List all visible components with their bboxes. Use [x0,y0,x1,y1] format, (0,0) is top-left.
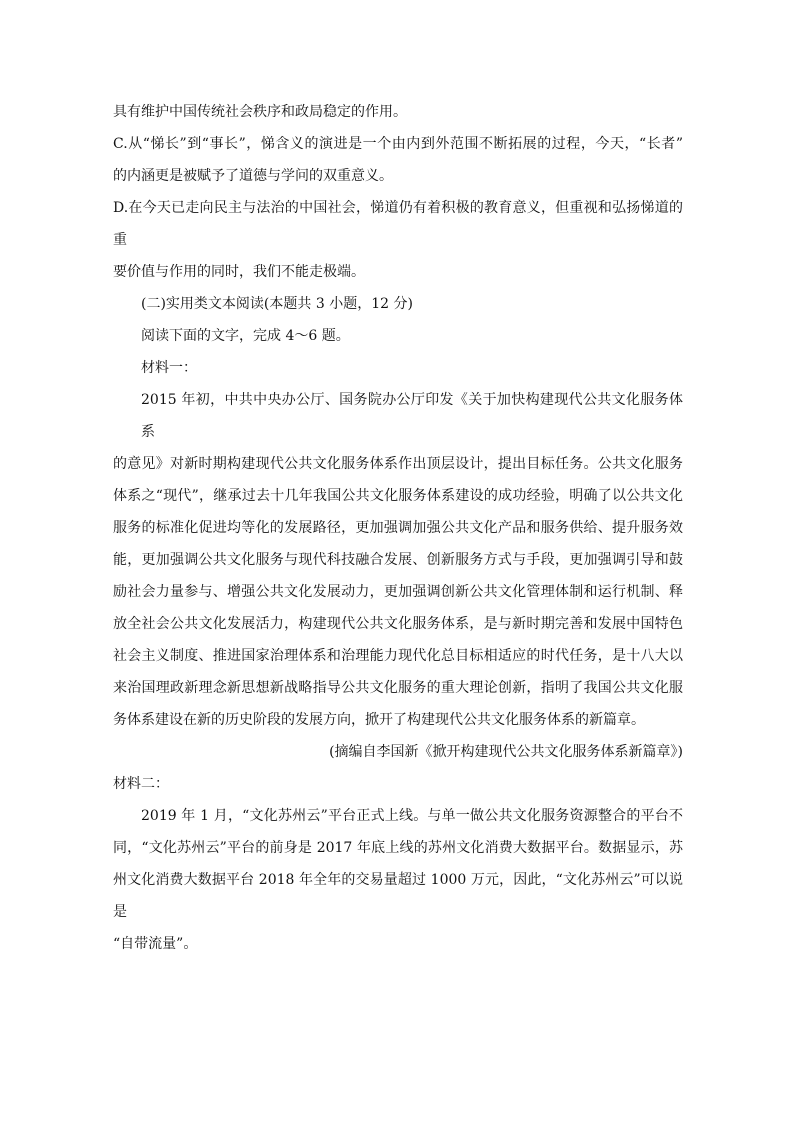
material-one-line-7: 放全社会公共文化发展活力，构建现代公共文化服务体系，是与新时期完善和发展中国特色 [113,616,683,632]
option-b-tail: 具有维护中国传统社会秩序和政局稳定的作用。 [113,104,407,120]
material-one-line-10: 务体系建设在新的历史阶段的发展方向，掀开了构建现代公共文化服务体系的新篇章。 [113,712,645,728]
material-two-line-1: 2019 年 1 月，“文化苏州云”平台正式上线。与单一做公共文化服务资源整合的平台不 [141,808,683,824]
material-one-line-4: 服务的标准化促进均等化的发展路径，更加强调加强公共文化产品和服务供给、提升服务效 [113,520,683,536]
option-d-line-2: 要价值与作用的同时，我们不能走极端。 [113,264,365,280]
option-c-line-2: 的内涵更是被赋予了道德与学问的双重意义。 [113,168,393,184]
material-two-line-4: “自带流量”。 [113,936,198,952]
material-one-label: 材料一： [141,360,197,376]
material-two-line-3: 州文化消费大数据平台 2018 年全年的交易量超过 1000 万元，因此，“文化苏州云”可以说是 [113,872,683,920]
material-one-line-6: 励社会力量参与、增强公共文化发展动力，更加强调创新公共文化管理体制和运行机制、释 [113,584,683,600]
material-one-line-5: 能，更加强调公共文化服务与现代科技融合发展、创新服务方式与手段，更加强调引导和鼓 [113,552,683,568]
material-one-line-8: 社会主义制度、推进国家治理体系和治理能力现代化总目标相适应的时代任务，是十八大以 [113,648,683,664]
option-d-line-1: D.在今天已走向民主与法治的中国社会，悌道仍有着积极的教育意义，但重视和弘扬悌道的重 [113,200,683,248]
material-two-line-2: 同，“文化苏州云”平台的前身是 2017 年底上线的苏州文化消费大数据平台。数据显示，苏 [113,840,683,856]
material-one-line-1: 2015 年初，中共中央办公厅、国务院办公厅印发《关于加快构建现代公共文化服务体系 [141,392,683,440]
document-body [113,96,683,960]
material-one-line-2: 的意见》对新时期构建现代公共文化服务体系作出顶层设计，提出目标任务。公共文化服务 [113,456,683,472]
material-two-label: 材料二： [113,776,169,792]
section-heading: (二)实用类文本阅读(本题共 3 小题，12 分) [141,296,413,312]
instruction: 阅读下面的文字，完成 4～6 题。 [141,328,350,344]
material-one-source: (摘编自李国新《掀开构建现代公共文化服务体系新篇章》) [329,744,683,760]
material-one-line-3: 体系之“现代”，继承过去十几年我国公共文化服务体系建设的成功经验，明确了以公共文化 [113,488,683,504]
option-c-line-1: C.从“悌长”到“事长”，悌含义的演进是一个由内到外范围不断拓展的过程，今天，“长者” [113,136,683,152]
material-one-line-9: 来治国理政新理念新思想新战略指导公共文化服务的重大理论创新，指明了我国公共文化服 [113,680,683,696]
